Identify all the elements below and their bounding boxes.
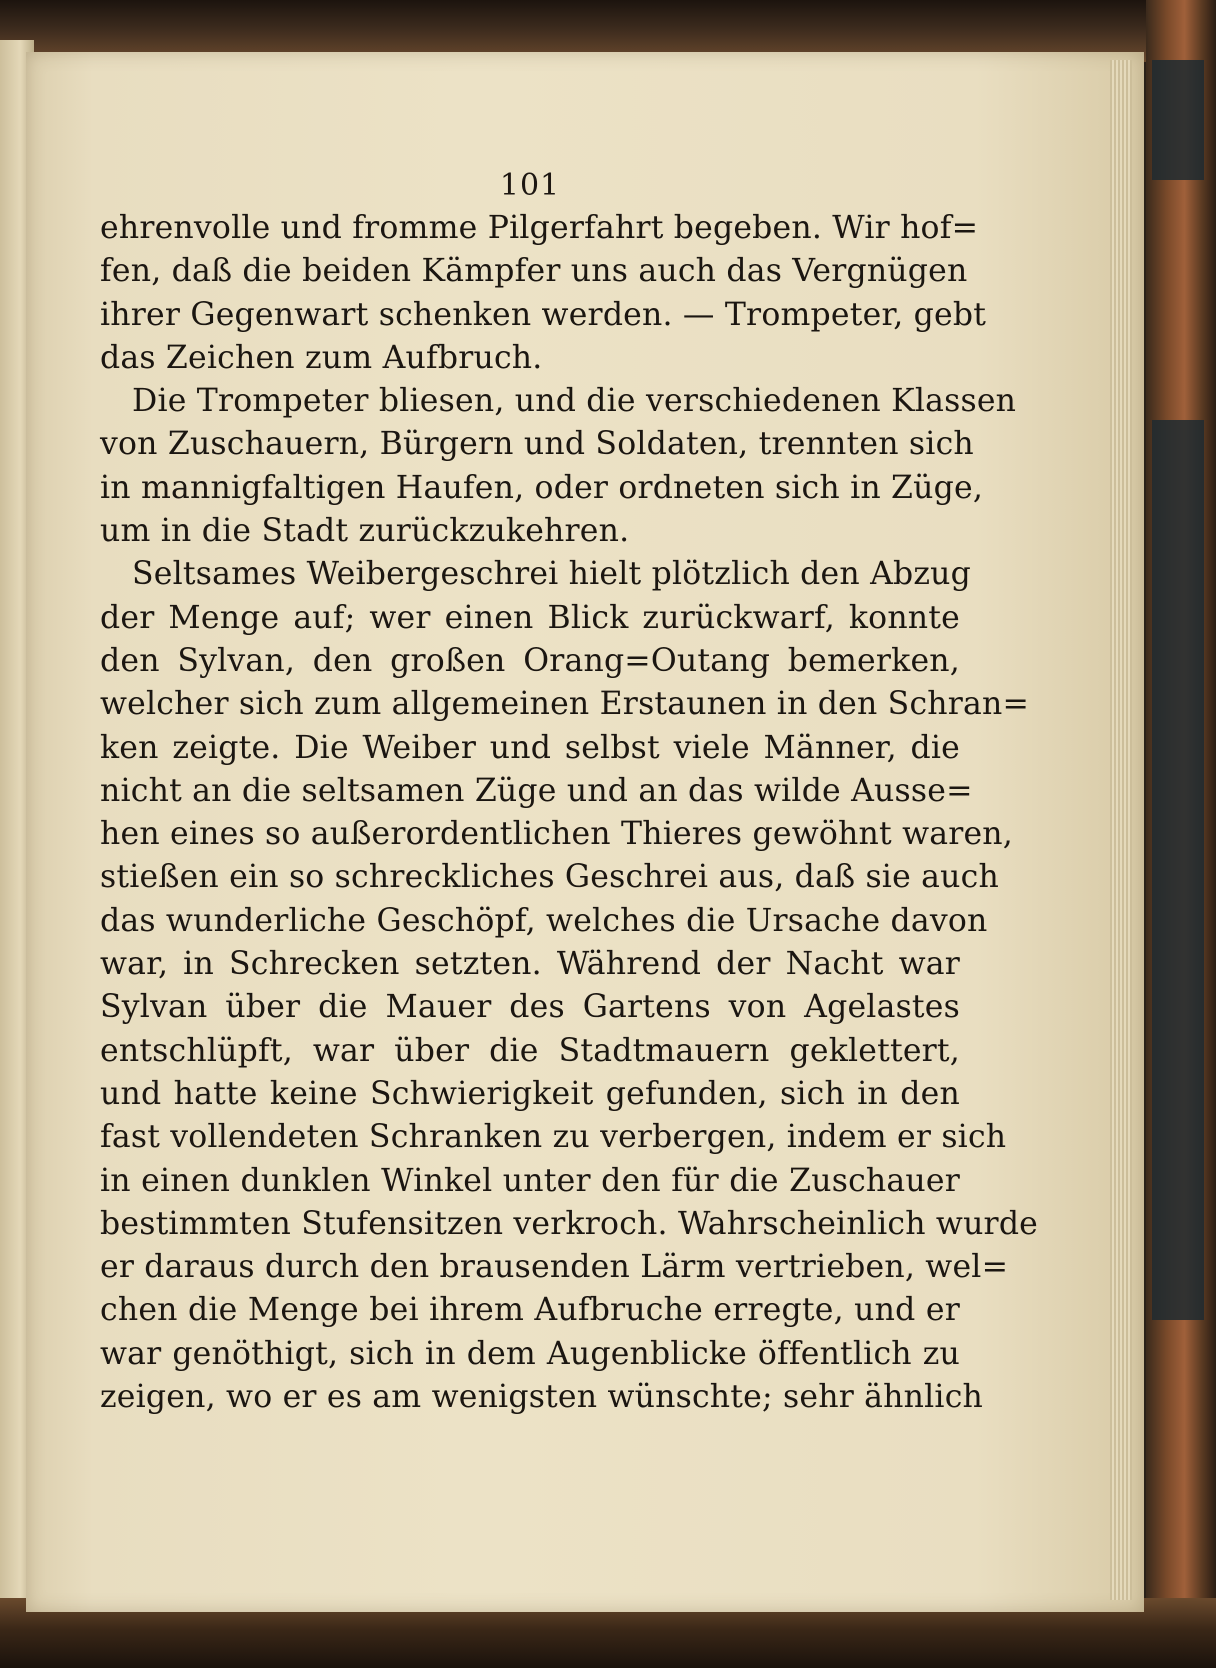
text-line: nicht an die seltsamen Züge und an das wilde Ausse= [100,772,973,809]
text-line: entschlüpft, war über die Stadtmauern geklettert, [100,1032,960,1069]
text-line: fen, daß die beiden Kämpfer uns auch das Vergnügen [100,253,968,290]
text-line: welcher sich zum allgemeinen Erstaunen in den Schran= [100,686,1030,723]
page-text-block [100,168,1039,1419]
page-stack-edges [1110,60,1132,1600]
text-line: chen die Menge bei ihrem Aufbruche erregte, und er [100,1292,960,1329]
text-line: den Sylvan, den großen Orang=Outang bemerken, [100,642,960,679]
text-line: war genöthigt, sich in dem Augenblicke öffentlich zu [100,1335,960,1372]
text-line: zeigen, wo er es am wenigsten wünschte; sehr ähnlich [100,1379,984,1416]
text-line: das wunderliche Geschöpf, welches die Ursache davon [100,902,988,939]
page-number: 101 [499,168,561,203]
text-line: um in die Stadt zurückzukehren. [100,513,630,550]
text-line: war, in Schrecken setzten. Während der Nacht war [100,946,960,983]
text-line: bestimmten Stufensitzen verkroch. Wahrscheinlich wurde [100,1205,1039,1242]
text-line: Sylvan über die Mauer des Gartens von Agelastes [100,989,960,1026]
text-line: in einen dunklen Winkel unter den für die Zuschauer [100,1162,960,1199]
text-line: stießen ein so schreckliches Geschrei aus, daß sie auch [100,859,999,896]
text-line: Die Trompeter bliesen, und die verschiedenen Klassen [132,383,1017,420]
text-lines [100,207,1039,1419]
binding-band [1152,420,1204,1320]
text-line: ehrenvolle und fromme Pilgerfahrt begeben. Wir hof= [100,210,979,246]
text-line: ihrer Gegenwart schenken werden. — Trompeter, gebt [100,296,987,333]
text-line: der Menge auf; wer einen Blick zurückwarf, konnte [100,599,960,636]
text-line: fast vollendeten Schranken zu verbergen, indem er sich [100,1119,1007,1156]
text-line: das Zeichen zum Aufbruch. [100,339,543,376]
text-line: ken zeigte. Die Weiber und selbst viele Männer, die [100,729,960,766]
text-line: in mannigfaltigen Haufen, oder ordneten sich in Züge, [100,469,984,506]
text-line: und hatte keine Schwierigkeit gefunden, sich in den [100,1075,960,1112]
binding-band [1152,60,1204,180]
text-line: er daraus durch den brausenden Lärm vertrieben, wel= [100,1249,1009,1286]
book-cover-right-edge [1146,0,1216,1668]
text-line: hen eines so außerordentlichen Thieres gewöhnt waren, [100,816,1014,853]
text-line: Seltsames Weibergeschrei hielt plötzlich den Abzug [132,556,972,593]
text-line: von Zuschauern, Bürgern und Soldaten, trennten sich [100,426,974,463]
